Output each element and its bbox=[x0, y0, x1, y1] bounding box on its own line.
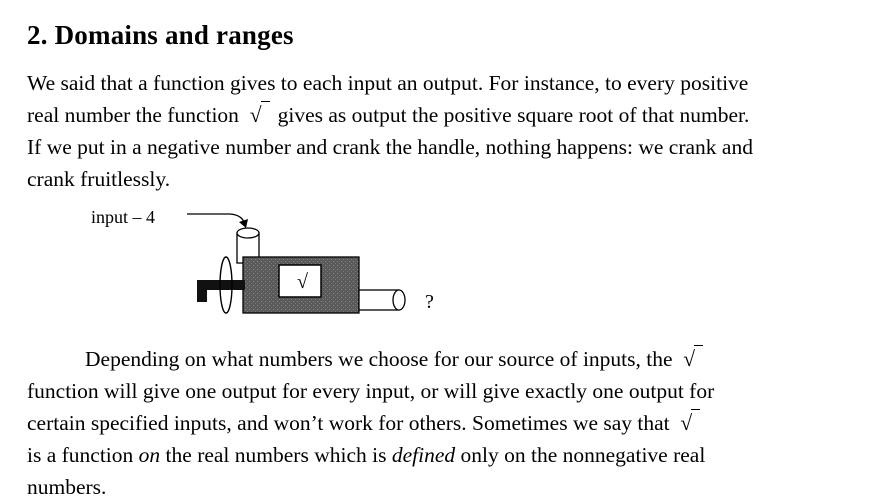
square-root-symbol: √ bbox=[680, 407, 692, 439]
text-segment: gives as output the positive square root of that number. bbox=[277, 103, 750, 127]
domain-paragraph bbox=[27, 343, 872, 503]
text-segment: certain specified inputs, and won’t work for others. Sometimes we say that bbox=[27, 411, 670, 435]
text-segment: is a function bbox=[27, 443, 134, 467]
square-root-symbol: √ bbox=[683, 343, 695, 375]
input-label: input – 4 bbox=[91, 207, 156, 227]
crank-handle bbox=[197, 280, 207, 302]
text-segment: the real numbers which is bbox=[165, 443, 387, 467]
text-segment: Depending on what numbers we choose for our source of inputs, the bbox=[85, 347, 673, 371]
function-machine-figure bbox=[85, 205, 445, 325]
text-line: crank fruitlessly. bbox=[27, 167, 171, 191]
emphasis-on: on bbox=[138, 443, 161, 467]
output-label: ? bbox=[425, 291, 434, 313]
text-line: numbers. bbox=[27, 475, 107, 499]
text-segment: real number the function bbox=[27, 103, 239, 127]
text-line bbox=[27, 99, 872, 131]
text-line bbox=[27, 439, 872, 471]
text-segment: only on the nonnegative real bbox=[460, 443, 706, 467]
input-arrow bbox=[187, 214, 245, 225]
text-line bbox=[27, 407, 872, 439]
window-root-symbol: √ bbox=[297, 271, 308, 293]
emphasis-defined: defined bbox=[391, 443, 456, 467]
intro-paragraph bbox=[27, 67, 872, 195]
text-line bbox=[27, 343, 872, 375]
square-root-symbol: √ bbox=[250, 99, 262, 131]
text-line: function will give one output for every input, or will give exactly one output for bbox=[27, 379, 715, 403]
text-line: If we put in a negative number and crank the handle, nothing happens: we crank and bbox=[27, 135, 753, 159]
section-heading: 2. Domains and ranges bbox=[27, 20, 294, 50]
text-line: We said that a function gives to each input an output. For instance, to every positive bbox=[27, 71, 749, 95]
